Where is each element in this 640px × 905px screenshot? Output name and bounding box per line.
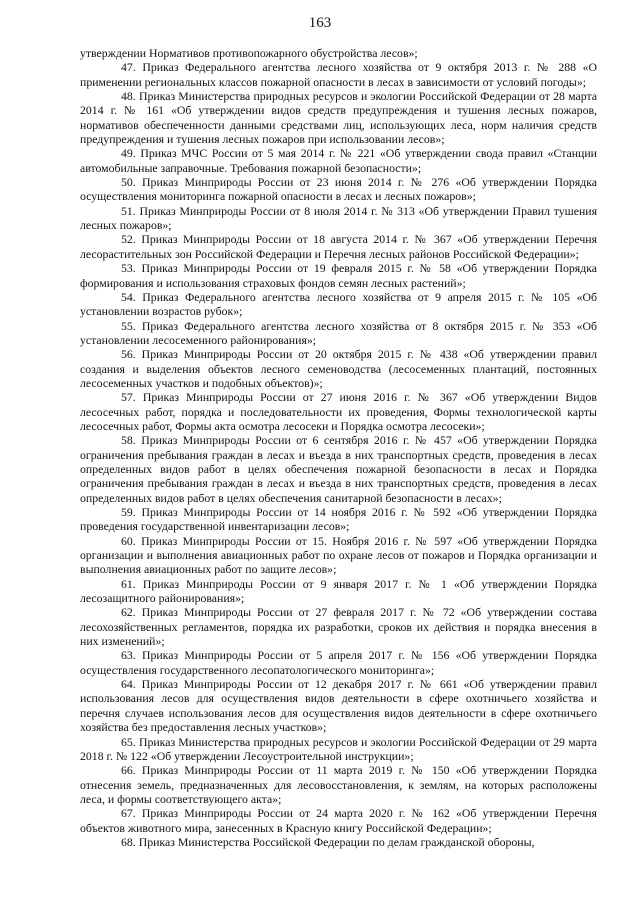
- item-number: 52.: [121, 232, 136, 247]
- item-number: 68.: [121, 834, 136, 849]
- list-item: [80, 735, 597, 764]
- item-text: Приказ Министерства Российской Федерации по делам гражданской обороны,: [138, 834, 535, 849]
- list-item: [80, 261, 597, 290]
- list-item: [80, 648, 597, 677]
- list-item: [80, 534, 597, 577]
- item-number: 61.: [121, 576, 136, 591]
- item-number: 63.: [121, 648, 136, 663]
- list-item: [80, 577, 597, 606]
- item-text: Приказ Минприроды России от 12 декабря 2017 г. № 661 «Об утверждении правил использования лесов для осуществления видов деятельности в сфере охотничьего хозяйства и перечня случаев использования лесов для осуществления видов деятельности в сфере охотничьего хозяйства без предоставления лесных участков»;: [80, 677, 598, 735]
- item-number: 51.: [121, 203, 136, 218]
- item-number: 50.: [121, 175, 136, 190]
- list-item: [80, 232, 597, 261]
- item-number: 62.: [121, 605, 136, 620]
- list-item: [80, 175, 597, 204]
- list-item: [80, 677, 597, 734]
- list-item: [80, 146, 597, 175]
- item-text: Приказ МЧС России от 5 мая 2014 г. № 221 «Об утверждении свода правил «Станции автомобильные заправочные. Требования пожарной безопасности»;: [80, 146, 597, 175]
- item-number: 58.: [121, 433, 136, 448]
- item-text: Приказ Минприроды России от 8 июля 2014 г. № 313 «Об утверждении Правил тушения лесных пожаров»;: [80, 203, 597, 233]
- item-text: Приказ Федерального агентства лесного хозяйства от 8 октября 2015 г. № 353 «Об установлении лесосеменного районирования»;: [80, 318, 597, 347]
- item-text: Приказ Минприроды России от 15. Ноября 2016 г. № 597 «Об утверждении Порядка организации и выполнения авиационных работ по охране лесов от пожаров и Порядка организации и выполнения авиационных работ по защите лесов»;: [80, 533, 598, 577]
- item-number: 54.: [121, 289, 136, 304]
- item-text: Приказ Федерального агентства лесного хозяйства от 9 апреля 2015 г. № 105 «Об установлении возрастов рубок»;: [80, 289, 598, 319]
- list-item: [80, 46, 597, 60]
- item-text: Приказ Минприроды России от 6 сентября 2016 г. № 457 «Об утверждении Порядка ограничения пребывания граждан в лесах и въезда в них транспортных средств, проведения в лесах определенных видов работ в целях обеспечения пожарной безопасности в лесах и Порядка ограничения пребывания граждан в лесах и въезда в них транспортных средств, проведения в лесах определенных видов работ в целях обеспечения санитарной безопасности в лесах»;: [80, 433, 598, 505]
- item-text: Приказ Минприроды России от 20 октября 2015 г. № 438 «Об утверждении правил создания и выделения объектов лесного семеноводства (лесосеменных плантаций, постоянных лесосеменных участков и подобных объектов)»;: [80, 347, 597, 390]
- item-text: Приказ Минприроды России от 27 июня 2016 г. № 367 «Об утверждении Видов лесосечных работ, порядка и последовательности их проведения, Формы технологической карты лесосечных работ, Формы акта осмотра лесосеки и Порядка осмотра лесосеки»;: [80, 390, 597, 433]
- list-item: [80, 89, 597, 146]
- item-number: 67.: [121, 806, 136, 821]
- item-text: Приказ Минприроды России от 18 августа 2014 г. № 367 «Об утверждении Перечня лесорастительных зон Российской Федерации и Перечня лесных районов Российской Федерации»;: [80, 232, 598, 261]
- item-number: 60.: [121, 533, 136, 548]
- item-number: 48.: [121, 89, 136, 104]
- page-number: 163: [308, 15, 332, 31]
- item-text: Приказ Минприроды России от 24 марта 2020 г. № 162 «Об утверждении Перечня объектов животного мира, занесенных в Красную книгу Российской Федерации»;: [80, 806, 597, 835]
- item-number: 53.: [121, 261, 136, 276]
- list-item: [80, 290, 597, 319]
- item-number: 59.: [121, 505, 136, 519]
- regulation-list: [80, 46, 597, 849]
- list-item: [80, 433, 597, 505]
- item-number: 55.: [121, 318, 136, 333]
- item-number: 47.: [121, 60, 136, 75]
- list-item: [80, 605, 597, 648]
- item-text: Приказ Минприроды России от 9 января 2017 г. № 1 «Об утверждении Порядка лесозащитного районирования»;: [80, 576, 598, 606]
- item-number: 64.: [121, 677, 136, 692]
- list-item: [80, 806, 597, 835]
- item-text: Приказ Минприроды России от 23 июня 2014 г. № 276 «Об утверждении Порядка осуществления мониторинга пожарной опасности в лесах и лесных пожаров»;: [80, 175, 597, 204]
- item-text: утверждении Нормативов противопожарного обустройства лесов»;: [80, 46, 418, 60]
- item-text: Приказ Минприроды России от 11 марта 2019 г. № 150 «Об утверждении Порядка отнесения земель, предназначенных для лесовосстановления, к землям, на которых расположены леса, и формы соответствующего акта»;: [80, 763, 597, 806]
- list-item: [80, 204, 597, 233]
- item-number: 65.: [121, 734, 136, 749]
- list-item: [80, 835, 597, 849]
- list-item: [80, 347, 597, 390]
- list-item: [80, 763, 597, 806]
- item-text: Приказ Министерства природных ресурсов и экологии Российской Федерации от 29 марта 2018 г. № 122 «Об утверждении Лесоустроительной инструкции»;: [80, 734, 597, 763]
- item-text: Приказ Минприроды России от 5 апреля 2017 г. № 156 «Об утверждении Порядка осуществления государственного лесопатологического мониторинга»;: [80, 648, 597, 677]
- list-item: [80, 390, 597, 433]
- item-text: Приказ Министерства природных ресурсов и экологии Российской Федерации от 28 марта 2014 г. № 161 «Об утверждении видов средств предупреждения и тушения лесных пожаров, нормативов обеспеченности данными средствами лиц, использующих леса, норм наличия средств предупреждения и тушения лесных пожаров при использовании лесов»;: [80, 89, 597, 147]
- item-text: Приказ Минприроды России от 19 февраля 2015 г. № 58 «Об утверждении Порядка формирования и использования страховых фондов семян лесных растений»;: [80, 261, 597, 290]
- list-item: [80, 319, 597, 348]
- list-item: [80, 505, 597, 534]
- item-number: 66.: [121, 763, 136, 778]
- list-item: [80, 60, 597, 89]
- item-number: 56.: [121, 347, 136, 362]
- item-number: 49.: [121, 146, 136, 161]
- item-text: Приказ Минприроды России от 27 февраля 2017 г. № 72 «Об утверждении состава лесохозяйственных регламентов, порядка их разработки, сроков их действия и порядка внесения в них изменений»;: [80, 605, 597, 649]
- item-text: Приказ Минприроды России от 14 ноября 2016 г. № 592 «Об утверждении Порядка проведения государственной инвентаризации лесов»;: [80, 505, 597, 534]
- item-number: 57.: [121, 390, 136, 405]
- item-text: Приказ Федерального агентства лесного хозяйства от 9 октября 2013 г. № 288 «О применении региональных классов пожарной опасности в лесах в зависимости от условий погоды»;: [80, 60, 597, 89]
